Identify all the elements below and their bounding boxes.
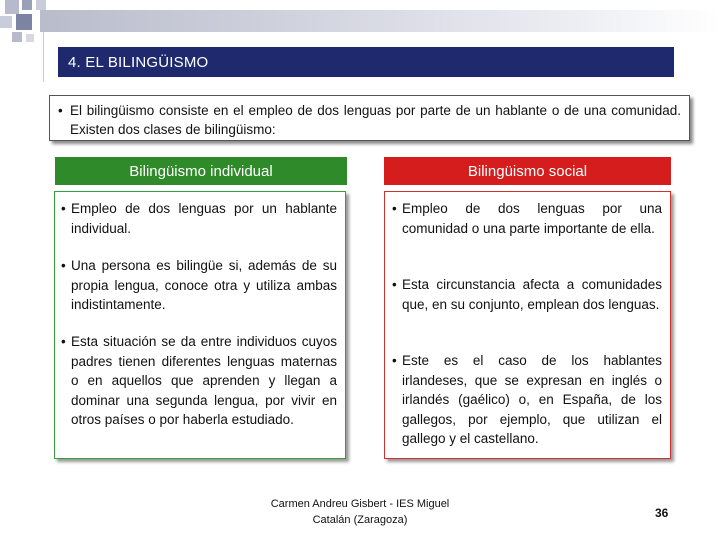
bullet: • [61, 258, 66, 273]
point-text: Empleo de dos lenguas por un hablante individual. [71, 201, 337, 236]
header-gradient-bar [40, 10, 720, 32]
box-social [384, 191, 671, 459]
decorative-line [43, 32, 44, 82]
footer-line-1: Carmen Andreu Gisbert - IES Miguel [270, 498, 450, 510]
bullet: • [61, 334, 66, 349]
header-social: Bilingüismo social [384, 157, 671, 185]
bullet: • [392, 353, 397, 368]
header-individual: Bilingüismo individual [55, 157, 347, 185]
individual-point-1 [61, 199, 337, 238]
social-point-2 [392, 275, 662, 314]
individual-point-3 [61, 332, 337, 430]
point-text: Este es el caso de los hablantes irlandeses, que se expresan en inglés o irlandés (gaélico) o, en España, de los gallegos, por ejemplo, que utilizan el gallego y el castellano. [402, 353, 662, 446]
point-text: Esta circunstancia afecta a comunidades que, en su conjunto, emplean dos lenguas. [402, 277, 662, 312]
bullet: • [61, 201, 66, 216]
individual-point-2 [61, 256, 337, 315]
slide-title: 4. EL BILINGÜISMO [58, 47, 674, 77]
social-point-1 [392, 199, 662, 238]
intro-bullet: • [58, 103, 63, 118]
box-individual [54, 191, 346, 459]
point-text: Empleo de dos lenguas por una comunidad o una parte importante de ella. [402, 201, 662, 236]
point-text: Esta situación se da entre individuos cuyos padres tienen diferentes lenguas maternas o en aquellos que aprenden y llegan a dominar una segunda lengua, por vivir en otros países o por haberla estudiado. [71, 334, 337, 427]
footer-credit [252, 496, 468, 528]
bullet: • [392, 201, 397, 216]
bullet: • [392, 277, 397, 292]
point-text: Una persona es bilingüe si, además de su propia lengua, conoce otra y utiliza ambas indistintamente. [71, 258, 337, 312]
intro-box [49, 95, 690, 141]
intro-text: El bilingüismo consiste en el empleo de dos lenguas por parte de un hablante o de una comunidad. Existen dos clases de bilingüismo: [70, 103, 681, 137]
footer-line-2: Catalán (Zaragoza) [312, 514, 408, 526]
social-point-3 [392, 351, 662, 449]
page-number: 36 [655, 506, 669, 520]
